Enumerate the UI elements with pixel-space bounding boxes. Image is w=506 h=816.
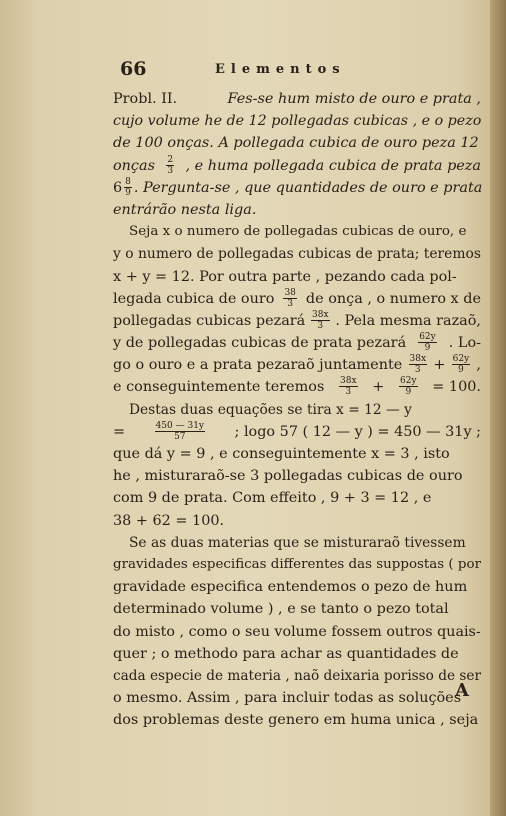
text-run: gravidade especifica entendemos o pezo de hum — [113, 579, 468, 596]
text-run: Se as duas materias que se misturaraõ tivessem — [129, 534, 466, 551]
running-head: Elementos — [215, 62, 346, 77]
text-line — [113, 132, 481, 154]
text-run: x + y = 12. Por outra parte , pezando cada pol- — [113, 268, 457, 285]
fraction: $\frac{450 — 31y}{57}$ — [155, 420, 205, 442]
text-run: determinado volume ) , e se tanto o pezo total — [113, 601, 449, 618]
fraction: $\frac{2}{3}$ — [167, 154, 174, 176]
text-run: de 100 onças. A pollegada cubica de ouro peza 12 — [113, 135, 479, 152]
page-number: 66 — [120, 58, 147, 80]
page-header — [120, 58, 480, 80]
text-line — [113, 554, 481, 576]
text-line — [113, 221, 481, 243]
text-run: , — [476, 357, 481, 374]
text-line — [113, 243, 481, 265]
fraction: $\frac{38x}{3}$ — [340, 376, 357, 398]
text-run: o mesmo. Assim , para incluir todas as soluções — [113, 690, 462, 707]
text-line — [113, 576, 481, 598]
text-line — [113, 665, 481, 687]
text-line — [113, 443, 481, 465]
text-line — [113, 399, 481, 421]
text-run: entrárão nesta liga. — [113, 201, 257, 218]
text-run: cujo volume he de 12 pollegadas cubicas , e o pezo — [113, 113, 482, 130]
fraction: $\frac{8}{9}$ — [125, 176, 131, 198]
text-run: Fes-se hum misto de ouro e prata , — [227, 91, 481, 107]
text-line — [113, 88, 481, 110]
text-line — [113, 199, 481, 221]
text-run: dos problemas deste genero em huma unica , seja — [113, 712, 479, 729]
text-line — [113, 465, 481, 487]
text-line — [113, 354, 481, 376]
text-line — [113, 421, 481, 443]
text-line — [113, 310, 481, 332]
text-run: y o numero de pollegadas cubicas de prata; teremos — [113, 246, 481, 263]
text-line — [113, 110, 481, 132]
text-line — [113, 687, 481, 709]
text-line — [113, 266, 481, 288]
text-line — [113, 155, 481, 177]
fraction: $\frac{62y}{9}$ — [400, 376, 417, 398]
text-run: . Pela mesma razaõ, — [335, 312, 481, 329]
fraction: $\frac{38x}{3}$ — [312, 309, 329, 331]
text-run: 6 — [113, 179, 123, 196]
text-run: . Lo- — [448, 335, 481, 352]
text-run: com 9 de prata. Com effeito , 9 + 3 = 12 , e — [113, 490, 432, 507]
text-run: ; logo 57 ( 12 — y ) = 450 — 31y ; — [234, 423, 481, 440]
text-run: onças — [113, 157, 155, 174]
text-run: de onça , o numero x de — [305, 290, 481, 307]
text-line — [113, 376, 481, 398]
text-line — [113, 643, 481, 665]
text-run: que dá y = 9 , e conseguintemente x = 3 , isto — [113, 446, 450, 462]
signature-mark: A — [455, 680, 469, 701]
text-line — [113, 332, 481, 354]
fraction: $\frac{38}{3}$ — [284, 287, 296, 309]
text-line — [113, 709, 481, 731]
text-run: he , misturaraõ-se 3 pollegadas cubicas de ouro — [113, 468, 463, 485]
text-run: y de pollegadas cubicas de prata pezará — [113, 335, 407, 352]
text-line — [113, 598, 481, 620]
text-run: pollegadas cubicas pezará — [113, 312, 306, 329]
text-run: e conseguintemente teremos — [113, 379, 325, 396]
text-run: = — [113, 423, 126, 440]
text-run: . Pergunta-se , que quantidades de ouro e prata — [133, 179, 483, 196]
text-run: , e huma pollegada cubica de prata peza — [185, 157, 481, 174]
text-run: + — [433, 357, 446, 374]
fraction: $\frac{62y}{9}$ — [419, 332, 436, 354]
text-run: Probl. II. — [113, 91, 178, 107]
text-run: + — [372, 379, 385, 396]
page-body-text — [113, 88, 481, 731]
fraction: $\frac{38x}{3}$ — [409, 354, 427, 376]
text-run: do misto , como o seu volume fossem outros quais- — [113, 623, 481, 640]
text-run: Destas duas equações se tira x = 12 — y — [129, 401, 412, 418]
text-run: go o ouro e a prata pezaraõ juntamente — [113, 357, 403, 374]
text-run: Seja x o numero de pollegadas cubicas de ouro, e — [129, 224, 467, 240]
text-line — [113, 487, 481, 509]
text-line — [113, 510, 481, 532]
text-line — [113, 288, 481, 310]
text-line — [113, 532, 481, 554]
fraction: $\frac{62y}{9}$ — [452, 354, 470, 376]
text-run: gravidades especificas differentes das suppostas ( por — [113, 556, 481, 572]
text-run: quer ; o methodo para achar as quantidades de — [113, 645, 459, 662]
page-edge — [490, 0, 506, 816]
text-run: legada cubica de ouro — [113, 290, 275, 307]
text-run: 38 + 62 = 100. — [113, 512, 225, 529]
text-line — [113, 621, 481, 643]
text-run: = 100. — [432, 379, 481, 396]
text-run: cada especie de materia , naõ deixaria porisso de ser — [113, 667, 481, 684]
text-line — [113, 177, 481, 199]
